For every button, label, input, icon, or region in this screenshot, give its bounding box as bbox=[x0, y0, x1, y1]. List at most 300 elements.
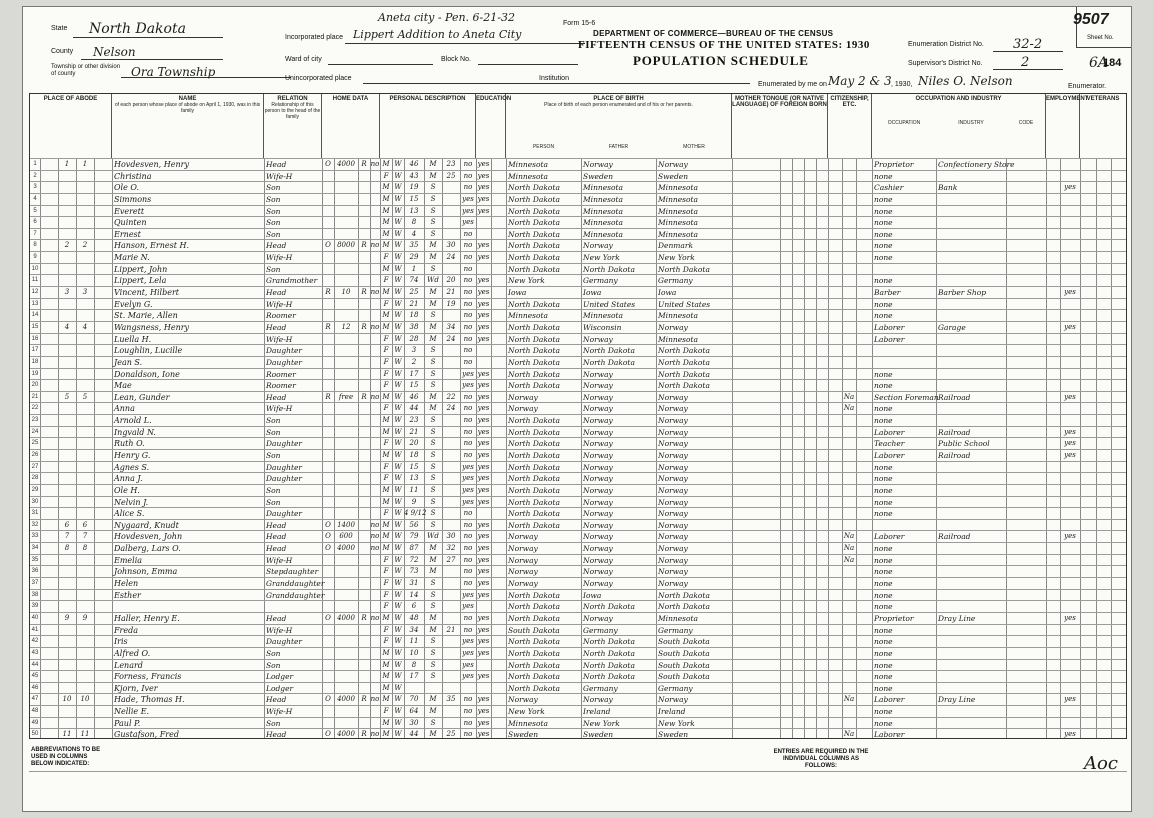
cell-sch: no bbox=[463, 253, 473, 262]
table-row bbox=[30, 426, 1126, 438]
cell-age: 15 bbox=[409, 381, 419, 390]
cell-name: Alice S. bbox=[114, 509, 145, 519]
cell-mb: Norway bbox=[658, 160, 688, 169]
cell-farm: no bbox=[370, 532, 380, 541]
col-veterans: VETERANS bbox=[1086, 96, 1120, 102]
table-row bbox=[30, 205, 1126, 217]
cell-race: W bbox=[394, 160, 402, 168]
cell-fb: Norway bbox=[583, 439, 613, 449]
cell-name: St. Marie, Allen bbox=[114, 311, 178, 321]
cell-bp: North Dakota bbox=[508, 439, 560, 449]
cell-bp: North Dakota bbox=[508, 660, 560, 670]
cell-rd: yes bbox=[477, 672, 490, 681]
cell-fam: 3 bbox=[82, 288, 88, 297]
cell-occ: Cashier bbox=[874, 183, 904, 193]
cell-farm: no bbox=[370, 288, 380, 297]
cell-mb: Ireland bbox=[658, 707, 686, 717]
cell-own: O bbox=[325, 160, 331, 168]
cell-sch: no bbox=[463, 555, 473, 564]
cell-rd: yes bbox=[477, 241, 490, 250]
cell-name: Lippert, John bbox=[114, 264, 168, 274]
cell-n: 39 bbox=[31, 603, 39, 610]
cell-fb: North Dakota bbox=[583, 637, 635, 647]
cell-rel: Head bbox=[266, 392, 287, 402]
cell-n: 6 bbox=[33, 219, 37, 226]
cell-sch: yes bbox=[462, 194, 474, 203]
cell-race: W bbox=[394, 206, 402, 215]
cell-rel: Son bbox=[266, 485, 281, 495]
cell-occ: none bbox=[874, 707, 893, 717]
cell-am: 27 bbox=[446, 555, 456, 564]
cell-sex: F bbox=[383, 439, 389, 448]
cell-cit: Na bbox=[843, 555, 855, 564]
cell-race: W bbox=[394, 311, 402, 320]
cell-fam: 5 bbox=[82, 392, 88, 401]
cell-rd: yes bbox=[477, 718, 490, 727]
cell-rel: Son bbox=[266, 416, 281, 426]
state-label: State bbox=[51, 25, 68, 32]
cell-bp: Norway bbox=[508, 555, 538, 565]
table-row bbox=[30, 368, 1126, 380]
cell-mb: Minnesota bbox=[658, 334, 699, 344]
cell-age: 1 bbox=[411, 264, 417, 273]
cell-fb: Norway bbox=[583, 567, 613, 577]
cell-mar: S bbox=[430, 229, 436, 238]
cell-name: Hanson, Ernest H. bbox=[114, 241, 189, 251]
cell-rd: yes bbox=[477, 311, 490, 320]
cell-bp: North Dakota bbox=[508, 416, 560, 426]
cell-occ: none bbox=[874, 683, 893, 693]
cell-age: 29 bbox=[409, 253, 419, 262]
cell-rel: Head bbox=[266, 730, 287, 740]
cell-occ: Barber bbox=[874, 288, 901, 298]
cell-fam: 7 bbox=[82, 532, 88, 541]
cell-mar: S bbox=[430, 590, 436, 599]
cell-val: 4000 bbox=[337, 613, 355, 622]
cell-rel: Daughter bbox=[266, 439, 302, 449]
cell-age: 34 bbox=[409, 625, 419, 634]
cell-name: Johnson, Emma bbox=[114, 567, 178, 577]
cell-race: W bbox=[394, 288, 402, 297]
cell-sch: no bbox=[463, 544, 473, 553]
cell-age: 48 bbox=[409, 613, 419, 622]
cell-age: 17 bbox=[409, 369, 419, 378]
cell-race: W bbox=[394, 171, 402, 180]
sheet-label: Sheet No. bbox=[1087, 35, 1114, 41]
cell-race: W bbox=[394, 381, 402, 390]
cell-radio: R bbox=[361, 288, 367, 297]
cell-bp: North Dakota bbox=[508, 218, 560, 228]
cell-rd: yes bbox=[477, 474, 490, 483]
cell-mar: M bbox=[429, 707, 437, 716]
cell-mar: S bbox=[430, 416, 436, 425]
cell-mar: M bbox=[429, 241, 437, 250]
cell-mb: Germany bbox=[658, 683, 693, 693]
form-no: Form 15-6 bbox=[563, 20, 596, 27]
cell-rel: Grandmother bbox=[266, 276, 318, 286]
cell-name: Lenard bbox=[114, 660, 143, 670]
cell-rel: Son bbox=[266, 229, 281, 239]
cell-age: 11 bbox=[409, 637, 419, 646]
cell-sex: M bbox=[382, 241, 390, 250]
cell-age: 2 bbox=[411, 357, 417, 366]
cell-bp: North Dakota bbox=[508, 183, 560, 193]
cell-bp: Norway bbox=[508, 579, 538, 589]
supervisor-label: Supervisor's District No. bbox=[908, 60, 983, 67]
cell-fb: Minnesota bbox=[583, 229, 624, 239]
cell-sch: no bbox=[463, 532, 473, 541]
cell-mb: New York bbox=[658, 253, 695, 263]
cell-race: W bbox=[394, 497, 402, 506]
cell-age: 21 bbox=[409, 299, 419, 308]
cell-mb: Iowa bbox=[658, 288, 677, 298]
cell-occ: none bbox=[874, 509, 893, 519]
cell-sch: no bbox=[463, 264, 473, 273]
cell-fam: 6 bbox=[82, 520, 88, 529]
cell-n: 41 bbox=[31, 626, 39, 633]
cell-sex: F bbox=[383, 462, 389, 471]
cell-mar: S bbox=[430, 474, 436, 483]
cell-fb: Norway bbox=[583, 695, 613, 705]
cell-own: R bbox=[325, 288, 331, 297]
cell-own: O bbox=[325, 730, 331, 739]
cell-val: 10 bbox=[341, 288, 351, 297]
cell-age: 23 bbox=[409, 416, 419, 425]
cell-sch: no bbox=[463, 357, 473, 366]
cell-bp: North Dakota bbox=[508, 194, 560, 204]
cell-rd: yes bbox=[477, 707, 490, 716]
enumerated-label: Enumerated by me on bbox=[758, 81, 827, 88]
cell-fb: Germany bbox=[583, 625, 618, 635]
cell-val: 4000 bbox=[337, 695, 355, 704]
table-row bbox=[30, 170, 1126, 182]
cell-sch: no bbox=[463, 579, 473, 588]
cell-race: W bbox=[394, 695, 402, 704]
cell-mar: M bbox=[429, 404, 437, 413]
cell-cit: Na bbox=[843, 532, 855, 541]
cell-sex: M bbox=[382, 497, 390, 506]
cell-sex: M bbox=[382, 532, 390, 541]
cell-rd: yes bbox=[477, 206, 490, 215]
table-row bbox=[30, 600, 1126, 612]
cell-ind: Dray Line bbox=[938, 695, 976, 705]
cell-n: 46 bbox=[31, 684, 39, 691]
cell-emp: yes bbox=[1064, 427, 1076, 436]
cell-sex: F bbox=[383, 474, 389, 483]
table-row bbox=[30, 449, 1126, 461]
cell-name: Wangsness, Henry bbox=[114, 322, 190, 332]
cell-radio: R bbox=[361, 392, 367, 401]
cell-name: Anna bbox=[114, 404, 135, 414]
cell-sex: M bbox=[382, 485, 390, 494]
cell-name: Everett bbox=[114, 206, 145, 216]
cell-occ: none bbox=[874, 474, 893, 484]
cell-sex: F bbox=[383, 625, 389, 634]
cell-mar: Wd bbox=[427, 276, 439, 285]
cell-mar: S bbox=[430, 427, 436, 436]
cell-own: R bbox=[325, 392, 331, 401]
cell-mb: Germany bbox=[658, 625, 693, 635]
cell-name: Gustafson, Fred bbox=[114, 730, 179, 740]
cell-sch: yes bbox=[462, 381, 474, 390]
cell-fam: 9 bbox=[82, 613, 88, 622]
cell-mb: Sweden bbox=[658, 171, 689, 181]
cell-name: Lippert, Lela bbox=[114, 276, 167, 286]
cell-mar: M bbox=[429, 171, 437, 180]
cell-mb: Norway bbox=[658, 392, 688, 402]
cell-own: R bbox=[325, 322, 331, 331]
cell-mb: United States bbox=[658, 299, 711, 309]
cell-name: Ernest bbox=[114, 229, 141, 239]
cell-rd: yes bbox=[477, 194, 490, 203]
cell-mar: M bbox=[429, 613, 437, 622]
cell-race: W bbox=[394, 229, 402, 238]
cell-occ: none bbox=[874, 648, 893, 658]
cell-occ: none bbox=[874, 369, 893, 379]
cell-val: 4000 bbox=[337, 160, 355, 168]
sheet-footer bbox=[29, 743, 1127, 803]
cell-n: 25 bbox=[31, 440, 39, 447]
cell-age: 17 bbox=[409, 672, 419, 681]
state-value: North Dakota bbox=[89, 21, 186, 37]
cell-mar: M bbox=[429, 544, 437, 553]
cell-age: 44 bbox=[409, 404, 419, 413]
cell-emp: yes bbox=[1064, 288, 1076, 297]
cell-n: 11 bbox=[31, 277, 39, 284]
census-line: FIFTEENTH CENSUS OF THE UNITED STATES: 1930 bbox=[578, 39, 870, 51]
cell-sex: F bbox=[383, 334, 389, 343]
cell-rel: Son bbox=[266, 718, 281, 728]
cell-fb: Norway bbox=[583, 427, 613, 437]
cell-race: W bbox=[394, 532, 402, 541]
cell-bp: Norway bbox=[508, 392, 538, 402]
cell-race: W bbox=[394, 509, 402, 518]
cell-am: 22 bbox=[446, 392, 456, 401]
cell-ind: Railroad bbox=[938, 427, 971, 437]
required-note: ENTRIES ARE REQUIRED IN THE INDIVIDUAL COLUMNS AS FOLLOWS: bbox=[773, 749, 869, 769]
cell-mb: Norway bbox=[658, 532, 688, 542]
cell-occ: none bbox=[874, 253, 893, 263]
table-row bbox=[30, 193, 1126, 205]
cell-sex: M bbox=[382, 613, 390, 622]
cell-age: 13 bbox=[409, 474, 419, 483]
cell-n: 17 bbox=[31, 347, 39, 354]
cell-name: Haller, Henry E. bbox=[114, 613, 180, 623]
cell-fb: North Dakota bbox=[583, 660, 635, 670]
cell-sch: no bbox=[463, 439, 473, 448]
cell-rd: yes bbox=[477, 299, 490, 308]
cell-bp: Minnesota bbox=[508, 718, 549, 728]
cell-mb: Norway bbox=[658, 404, 688, 414]
cell-bp: Minnesota bbox=[508, 160, 549, 169]
cell-race: W bbox=[394, 579, 402, 588]
cell-sex: F bbox=[383, 253, 389, 262]
cell-sch: no bbox=[463, 334, 473, 343]
cell-rd: yes bbox=[477, 637, 490, 646]
cell-sex: F bbox=[383, 346, 389, 355]
cell-name: Alfred O. bbox=[114, 648, 151, 658]
cell-name: Ingvald N. bbox=[114, 427, 156, 437]
cell-occ: none bbox=[874, 625, 893, 635]
cell-age: 18 bbox=[409, 451, 419, 459]
cell-sex: F bbox=[383, 567, 389, 576]
cell-mb: Norway bbox=[658, 462, 688, 472]
cell-mar: S bbox=[430, 206, 436, 215]
table-row bbox=[30, 577, 1126, 589]
cell-sex: F bbox=[383, 299, 389, 308]
cell-sex: M bbox=[382, 683, 390, 692]
cell-dw: 2 bbox=[64, 241, 70, 250]
cell-fb: Norway bbox=[583, 509, 613, 519]
cell-rel: Daughter bbox=[266, 357, 302, 367]
cell-rd: yes bbox=[477, 381, 490, 390]
cell-cit: Na bbox=[843, 392, 855, 401]
cell-ind: Bank bbox=[938, 183, 958, 193]
table-row bbox=[30, 554, 1126, 566]
cell-age: 35 bbox=[409, 241, 419, 250]
table-row bbox=[30, 239, 1126, 251]
cell-sex: F bbox=[383, 381, 389, 390]
cell-age: 43 bbox=[409, 171, 419, 180]
cell-rel: Head bbox=[266, 544, 287, 554]
col-name: NAME of each person whose place of abode on April 1, 1930, was in this family bbox=[112, 94, 264, 158]
cell-race: W bbox=[394, 183, 402, 192]
cell-fb: New York bbox=[583, 718, 620, 728]
cell-mar: S bbox=[430, 579, 436, 588]
cell-sch: no bbox=[463, 567, 473, 576]
dept-line: DEPARTMENT OF COMMERCE—BUREAU OF THE CENSUS bbox=[593, 29, 834, 38]
cell-rd: yes bbox=[477, 369, 490, 378]
cell-emp: yes bbox=[1064, 451, 1076, 459]
cell-rel: Wife-H bbox=[266, 299, 293, 309]
cell-farm: no bbox=[370, 695, 380, 704]
cell-am: 30 bbox=[446, 532, 456, 541]
cell-rel: Son bbox=[266, 648, 281, 658]
cell-fb: Norway bbox=[583, 544, 613, 554]
cell-own: O bbox=[325, 695, 331, 704]
table-row bbox=[30, 530, 1126, 542]
cell-bp: North Dakota bbox=[508, 683, 560, 693]
cell-sex: F bbox=[383, 602, 389, 611]
cell-fb: Norway bbox=[583, 451, 613, 460]
cell-mb: New York bbox=[658, 718, 695, 728]
cell-age: 46 bbox=[409, 160, 419, 168]
cell-rd: yes bbox=[477, 555, 490, 564]
cell-sex: M bbox=[382, 229, 390, 238]
cell-occ: Laborer bbox=[874, 322, 905, 332]
cell-race: W bbox=[394, 264, 402, 273]
cell-mb: Denmark bbox=[658, 241, 693, 251]
cell-bp: Sweden bbox=[508, 730, 539, 740]
cell-age: 72 bbox=[409, 555, 419, 564]
cell-age: 25 bbox=[409, 288, 419, 297]
cell-age: 13 bbox=[409, 206, 419, 215]
cell-dw: 9 bbox=[64, 613, 70, 622]
cell-mb: Minnesota bbox=[658, 311, 699, 321]
cell-bp: New York bbox=[508, 707, 545, 717]
cell-fb: United States bbox=[583, 299, 636, 309]
cell-rel: Son bbox=[266, 218, 281, 228]
cell-fb: Germany bbox=[583, 683, 618, 693]
cell-sex: F bbox=[383, 357, 389, 366]
cell-sch: yes bbox=[462, 672, 474, 681]
cell-val: 1400 bbox=[337, 520, 355, 529]
cell-age: 14 bbox=[409, 590, 419, 599]
township-value: Ora Township bbox=[131, 65, 216, 79]
cell-name: Arnold L. bbox=[114, 416, 152, 426]
cell-n: 18 bbox=[31, 358, 39, 365]
cell-ind: Railroad bbox=[938, 532, 971, 542]
cell-rel: Daughter bbox=[266, 346, 302, 356]
cell-sex: M bbox=[382, 160, 390, 168]
cell-rd: yes bbox=[477, 648, 490, 657]
cell-race: W bbox=[394, 520, 402, 529]
cell-name: Jean S. bbox=[114, 357, 143, 367]
cell-emp: yes bbox=[1064, 439, 1076, 448]
cell-occ: none bbox=[874, 718, 893, 728]
cell-occ: none bbox=[874, 485, 893, 495]
cell-name: Kjorn, Iver bbox=[114, 683, 158, 693]
cell-age: 87 bbox=[409, 544, 419, 553]
cell-race: W bbox=[394, 485, 402, 494]
cell-sex: M bbox=[382, 544, 390, 553]
cell-race: W bbox=[394, 416, 402, 425]
cell-name: Donaldson, Ione bbox=[114, 369, 180, 379]
table-row bbox=[30, 670, 1126, 682]
cell-sch: no bbox=[463, 276, 473, 285]
cell-rel: Roomer bbox=[266, 369, 296, 379]
cell-sex: F bbox=[383, 579, 389, 588]
table-row bbox=[30, 589, 1126, 601]
cell-mar: S bbox=[430, 485, 436, 494]
cell-n: 16 bbox=[31, 335, 39, 342]
cell-sch: no bbox=[463, 229, 473, 238]
entry-rows bbox=[30, 158, 1126, 740]
cell-mar: S bbox=[430, 439, 436, 448]
cell-occ: Laborer bbox=[874, 695, 905, 705]
cell-race: W bbox=[394, 322, 402, 331]
cell-rel: Head bbox=[266, 160, 287, 169]
cell-bp: New York bbox=[508, 276, 545, 286]
cell-am: 32 bbox=[446, 544, 456, 553]
cell-dw: 11 bbox=[62, 730, 72, 739]
table-row bbox=[30, 158, 1126, 170]
table-row bbox=[30, 379, 1126, 391]
cell-am: 35 bbox=[446, 695, 456, 704]
cell-n: 48 bbox=[31, 708, 39, 715]
cell-sex: F bbox=[383, 590, 389, 599]
table-row bbox=[30, 659, 1126, 671]
cell-n: 22 bbox=[31, 405, 39, 412]
cell-sex: M bbox=[382, 322, 390, 331]
cell-fb: Norway bbox=[583, 555, 613, 565]
cell-name: Ole H. bbox=[114, 485, 140, 495]
cell-occ: none bbox=[874, 381, 893, 391]
cell-am: 30 bbox=[446, 241, 456, 250]
cell-fb: North Dakota bbox=[583, 357, 635, 367]
cell-fb: Norway bbox=[583, 369, 613, 379]
cell-fb: Sweden bbox=[583, 730, 614, 740]
cell-sex: F bbox=[383, 369, 389, 378]
col-relation: RELATION Relationship of this person to the head of the family bbox=[264, 94, 322, 158]
cell-n: 5 bbox=[33, 207, 37, 214]
table-row bbox=[30, 321, 1126, 333]
cell-sch: no bbox=[463, 613, 473, 622]
cell-fb: Norway bbox=[583, 579, 613, 589]
cell-fb: Minnesota bbox=[583, 194, 624, 204]
cell-sch: no bbox=[463, 451, 473, 459]
cell-sch: no bbox=[463, 160, 473, 168]
